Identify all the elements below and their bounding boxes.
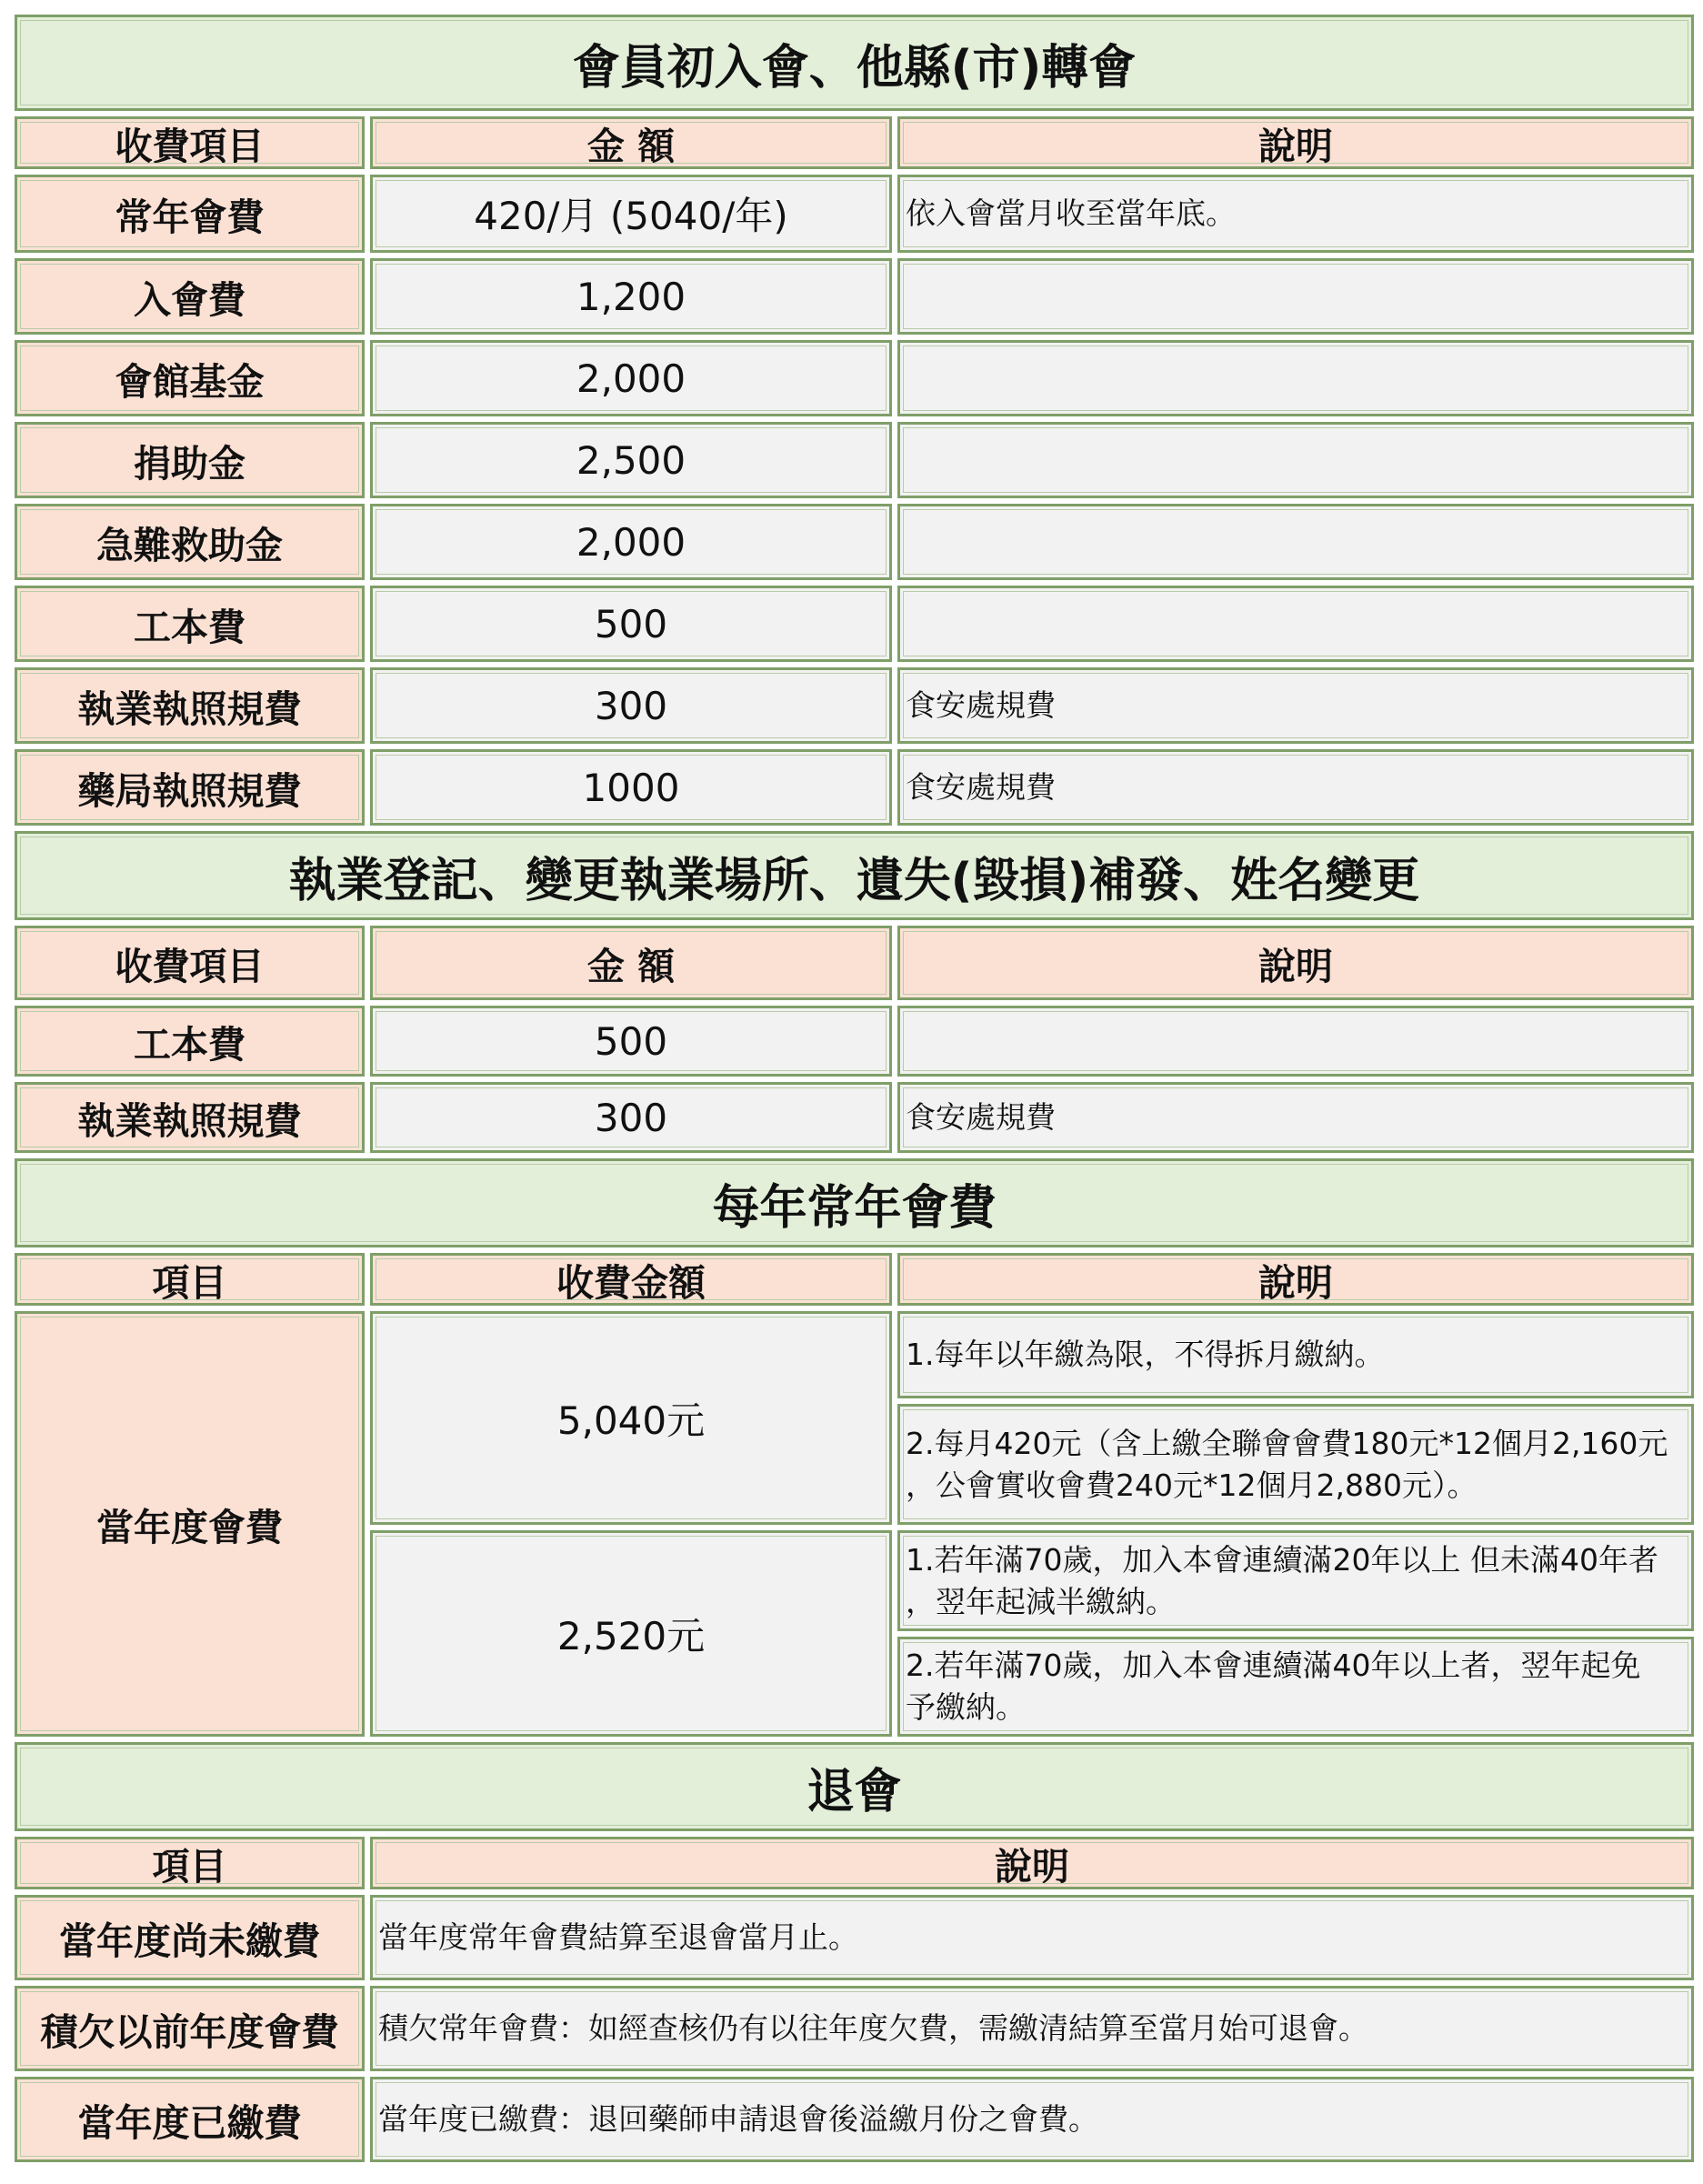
header-item: 項目: [15, 1253, 365, 1306]
row-item: 捐助金: [15, 422, 365, 498]
section-title-withdrawal: 退會: [15, 1742, 1694, 1831]
row-item: 積欠以前年度會費: [15, 1986, 365, 2071]
annual-fee-amount-half: 2,520元: [370, 1530, 892, 1737]
row-item: 當年度已繳費: [15, 2077, 365, 2162]
annual-fee-note: [897, 1637, 1694, 1737]
header-item: 收費項目: [15, 926, 365, 1000]
row-item: 急難救助金: [15, 504, 365, 580]
row-amount: 500: [370, 1006, 892, 1077]
note-line: 2.若年滿70歲，加入本會連續滿40年以上者，翌年起免: [906, 1648, 1641, 1683]
row-item: 執業執照規費: [15, 667, 365, 744]
row-note: [897, 258, 1694, 335]
row-amount: 2,500: [370, 422, 892, 498]
fee-table: [15, 15, 1688, 2162]
header-note: 說明: [897, 116, 1694, 169]
row-amount: 500: [370, 586, 892, 662]
annual-fee-amount-full: 5,040元: [370, 1311, 892, 1525]
row-note: [897, 340, 1694, 416]
row-item: 當年度尚未繳費: [15, 1895, 365, 1980]
row-item: 會館基金: [15, 340, 365, 416]
note-line: 2.每月420元（含上繳全聯會會費180元*12個月2,160元: [906, 1425, 1668, 1461]
header-note: 說明: [897, 1253, 1694, 1306]
annual-fee-note: [897, 1311, 1694, 1398]
row-amount: 2,000: [370, 504, 892, 580]
row-amount: 300: [370, 1082, 892, 1153]
section-title-annual-fee: 每年常年會費: [15, 1158, 1694, 1247]
note-line: 1.每年以年繳為限，不得拆月繳納。: [906, 1337, 1385, 1372]
row-item: 執業執照規費: [15, 1082, 365, 1153]
row-note: 依入會當月收至當年底。: [897, 175, 1694, 253]
note-line: 予繳納。: [906, 1689, 1026, 1725]
row-item: 藥局執照規費: [15, 749, 365, 826]
row-note: 當年度已繳費：退回藥師申請退會後溢繳月份之會費。: [370, 2077, 1694, 2162]
row-item: 工本費: [15, 1006, 365, 1077]
row-note: [897, 422, 1694, 498]
row-item: 入會費: [15, 258, 365, 335]
header-note: 說明: [897, 926, 1694, 1000]
row-note: 積欠常年會費：如經查核仍有以往年度欠費，需繳清結算至當月始可退會。: [370, 1986, 1694, 2071]
header-amount: 收費金額: [370, 1253, 892, 1306]
row-note: [897, 1006, 1694, 1077]
annual-fee-note: [897, 1530, 1694, 1631]
header-amount: 金 額: [370, 116, 892, 169]
annual-fee-note: [897, 1404, 1694, 1525]
row-note: [897, 504, 1694, 580]
note-line: 1.若年滿70歲，加入本會連續滿20年以上 但未滿40年者: [906, 1541, 1658, 1578]
row-note: 當年度常年會費結算至退會當月止。: [370, 1895, 1694, 1980]
row-item: 常年會費: [15, 175, 365, 253]
row-amount: 420/月 (5040/年): [370, 175, 892, 253]
header-item: 收費項目: [15, 116, 365, 169]
row-note: 食安處規費: [897, 667, 1694, 744]
row-amount: 1,200: [370, 258, 892, 335]
row-item: 工本費: [15, 586, 365, 662]
row-note: 食安處規費: [897, 1082, 1694, 1153]
header-amount: 金 額: [370, 926, 892, 1000]
note-line: ，翌年起減半繳納。: [906, 1583, 1176, 1619]
note-line: ，公會實收會費240元*12個月2,880元）。: [906, 1467, 1478, 1503]
section-title-registration: 執業登記、變更執業場所、遺失(毀損)補發、姓名變更: [15, 831, 1694, 920]
row-amount: 300: [370, 667, 892, 744]
row-note: [897, 586, 1694, 662]
annual-fee-item: 當年度會費: [15, 1311, 365, 1737]
row-amount: 1000: [370, 749, 892, 826]
header-item: 項目: [15, 1837, 365, 1889]
section-title-new-member: 會員初入會、他縣(市)轉會: [15, 15, 1694, 111]
row-amount: 2,000: [370, 340, 892, 416]
row-note: 食安處規費: [897, 749, 1694, 826]
header-note: 說明: [370, 1837, 1694, 1889]
